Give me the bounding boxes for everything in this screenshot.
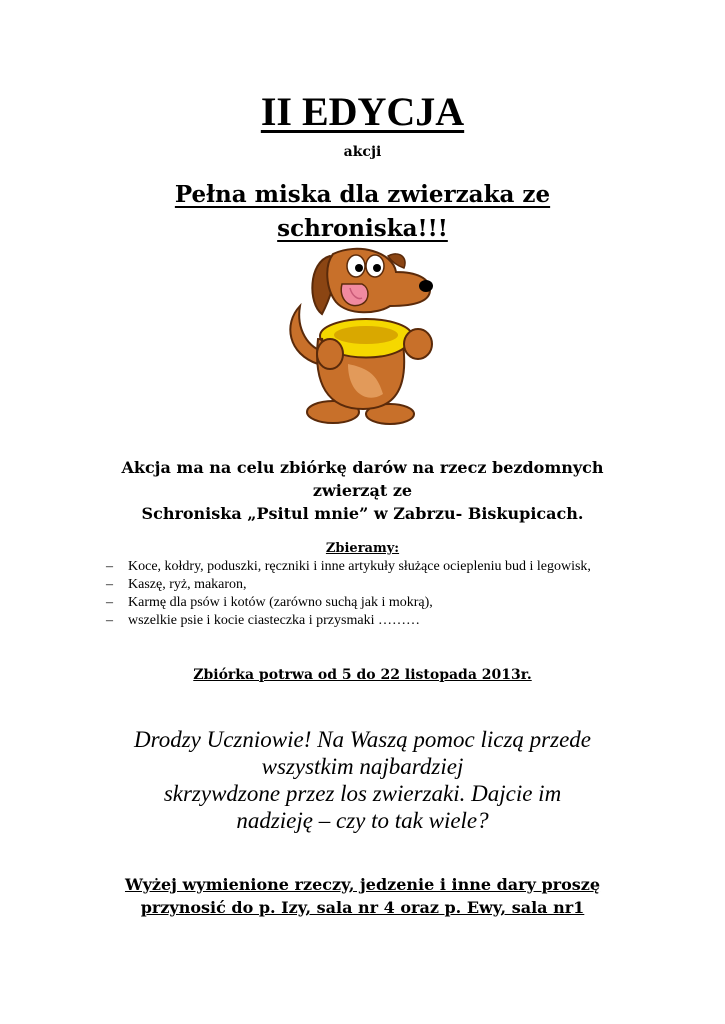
footer-line: przynosić do p. Izy, sala nr 4 oraz p. Ewy, sala nr1	[140, 898, 585, 917]
intro-line: Schroniska „Psitul mnie” w Zabrzu- Biskupicach.	[141, 504, 584, 523]
list-item	[106, 576, 646, 594]
list-item	[106, 558, 646, 576]
list-item	[106, 594, 646, 612]
list-item-text: Koce, kołdry, poduszki, ręczniki i inne artykuły służące ociepleniu bud i legowisk,	[128, 559, 591, 574]
headline-line: Pełna miska dla zwierzaka ze	[174, 181, 551, 208]
list-item-text: Kaszę, ryż, makaron,	[128, 577, 247, 592]
list-item-text: wszelkie psie i kocie ciasteczka i przysmaki ………	[128, 613, 420, 628]
appeal-line: Drodzy Uczniowie! Na Waszą pomoc liczą przede	[134, 727, 591, 752]
dash-bullet-icon: –	[106, 595, 113, 610]
intro-line: zwierząt ze	[312, 481, 413, 500]
headline-line: schroniska!!!	[277, 215, 448, 242]
campaign-intro	[70, 456, 655, 525]
dash-bullet-icon: –	[106, 613, 113, 628]
appeal-line: skrzywdzone przez los zwierzaki. Dajcie im	[163, 781, 562, 806]
student-appeal	[60, 726, 665, 834]
collection-list	[106, 558, 646, 630]
campaign-headline	[120, 178, 605, 246]
title-subtitle: akcji	[343, 144, 382, 160]
list-item	[106, 612, 646, 630]
footer-line: Wyżej wymienione rzeczy, jedzenie i inne dary proszę	[124, 875, 601, 894]
dropoff-instructions	[60, 873, 665, 919]
collection-heading: Zbieramy:	[325, 541, 400, 556]
appeal-line: nadzieję – czy to tak wiele?	[236, 808, 489, 833]
dog-with-bowl-illustration	[278, 244, 450, 426]
page-title: II EDYCJA	[260, 89, 465, 134]
appeal-line: wszystkim najbardziej	[261, 754, 464, 779]
dash-bullet-icon: –	[106, 577, 113, 592]
list-item-text: Karmę dla psów i kotów (zarówno suchą jak i mokrą),	[128, 595, 433, 610]
intro-line: Akcja ma na celu zbiórkę darów na rzecz bezdomnych	[121, 458, 604, 477]
collection-dates: Zbiórka potrwa od 5 do 22 listopada 2013r.	[193, 667, 532, 683]
dash-bullet-icon: –	[106, 559, 113, 574]
